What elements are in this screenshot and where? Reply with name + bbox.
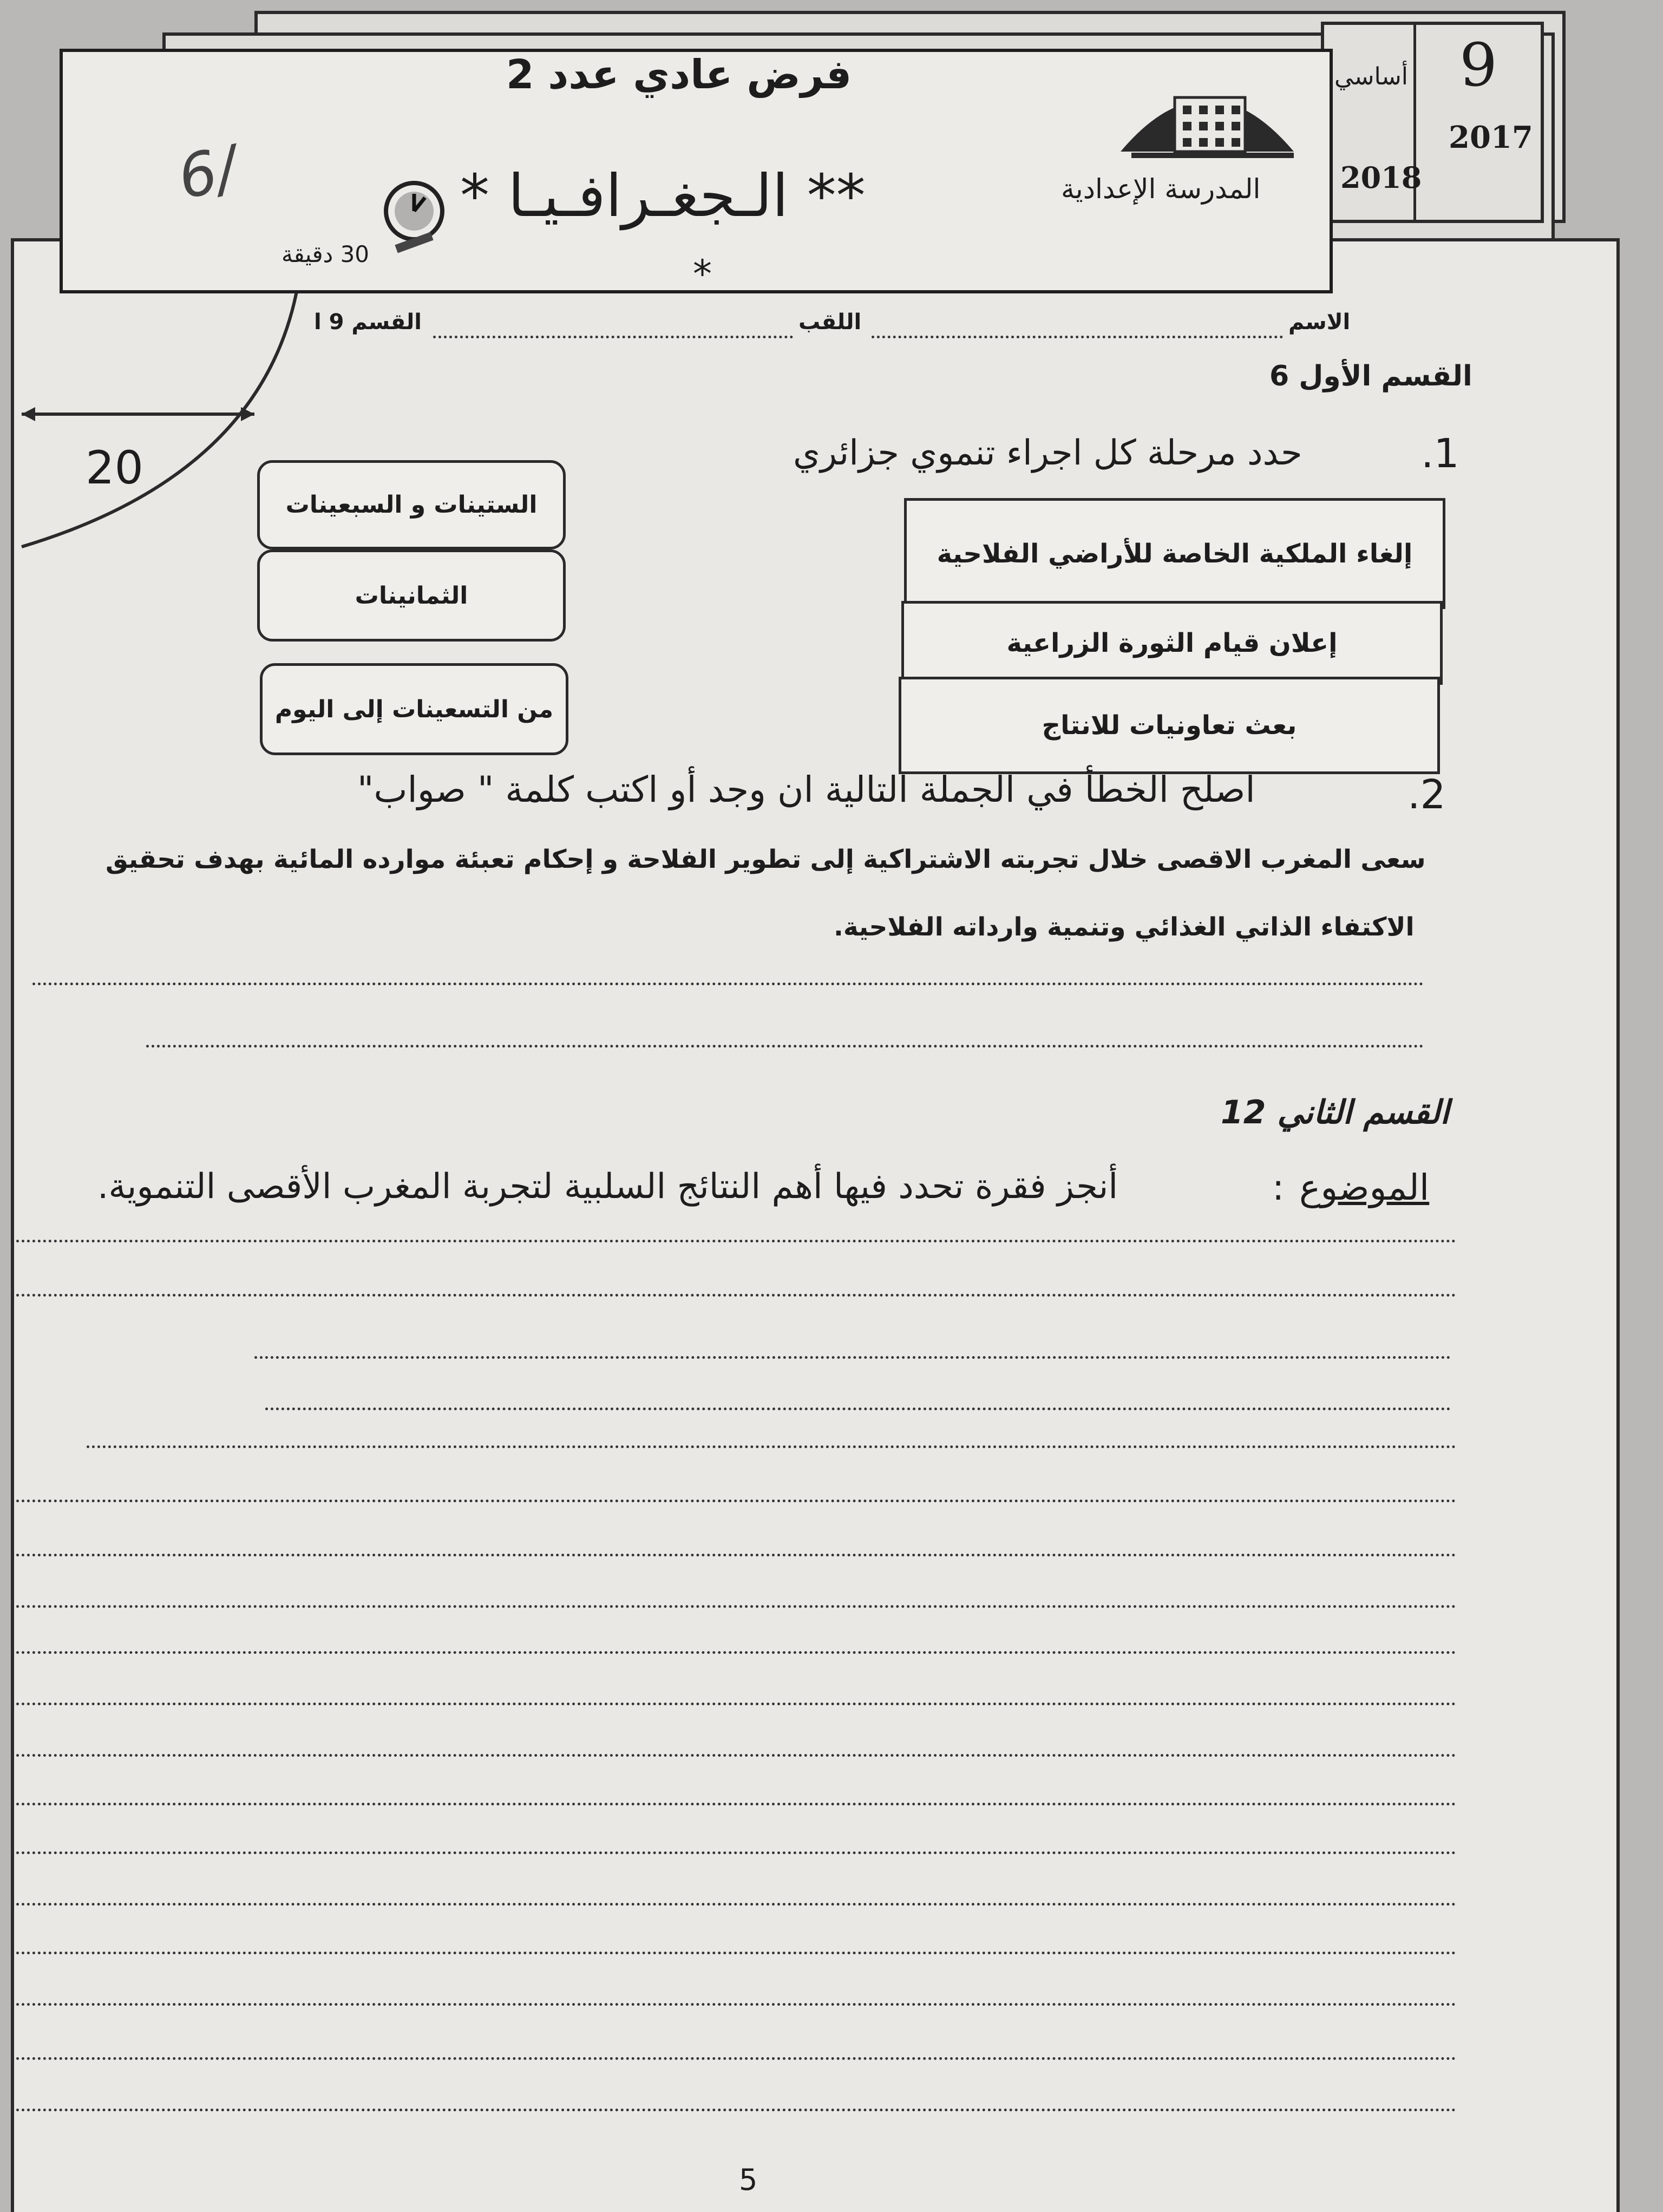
answer-line[interactable]	[16, 1903, 1456, 1906]
subject-star: *	[693, 252, 712, 296]
level-number: 9	[1459, 30, 1497, 100]
level-label: أساسي	[1334, 63, 1408, 90]
measure-box-2[interactable]	[901, 601, 1443, 685]
answer-line[interactable]	[16, 1554, 1456, 1556]
measure-box-3[interactable]	[899, 677, 1440, 774]
clock-icon	[374, 173, 455, 254]
subject-label: الموضوع	[1299, 1167, 1430, 1208]
subject-title: ** الـجغـرافـيـا *	[460, 162, 866, 230]
year-start: 2017	[1449, 120, 1533, 155]
part1-title: القسم الأول 6	[1269, 360, 1472, 392]
q2-number: .2	[1407, 771, 1446, 818]
answer-line[interactable]	[16, 1952, 1456, 1954]
answer-line[interactable]	[265, 1408, 1451, 1410]
period-3: من التسعينات إلى اليوم	[274, 695, 554, 723]
period-box-1[interactable]	[257, 460, 566, 549]
school-logo-icon	[1115, 60, 1299, 168]
answer-line[interactable]	[16, 2057, 1456, 2060]
exam-title: فرض عادي عدد 2	[506, 51, 852, 98]
q2-sentence-1: سعى المغرب الاقصى خلال تجربته الاشتراكية إلى تطوير الفلاحة و إحكام تعبئة موارده المائية بهدف تحقيق	[106, 845, 1426, 874]
surname-label: اللقب	[798, 310, 862, 335]
subject-text: أنجز فقرة تحدد فيها أهم النتائج السلبية لتجربة المغرب الأقصى التنموية.	[97, 1167, 1118, 1207]
page-number: 5	[739, 2163, 758, 2197]
section-label: القسم 9 ا	[314, 310, 422, 335]
q2-text: اصلح الخطأ في الجملة التالية ان وجد أو اكتب كلمة " صواب"	[357, 769, 1255, 810]
answer-line[interactable]	[254, 1356, 1451, 1359]
answer-line[interactable]	[87, 1445, 1456, 1448]
name-field[interactable]	[872, 336, 1283, 338]
answer-line[interactable]	[146, 1045, 1424, 1048]
answer-line[interactable]	[16, 1651, 1456, 1654]
answer-line[interactable]	[16, 1703, 1456, 1705]
period-2: الثمانينات	[355, 581, 468, 610]
total-score: 20	[86, 441, 143, 494]
q1-text: حدد مرحلة كل اجراء تنموي جزائري	[793, 433, 1302, 473]
period-box-3[interactable]	[260, 663, 568, 755]
answer-line[interactable]	[16, 1754, 1456, 1757]
answer-line[interactable]	[16, 1240, 1456, 1242]
level-panel	[1321, 22, 1544, 223]
answer-line[interactable]	[16, 2109, 1456, 2111]
q1-number: .1	[1421, 430, 1459, 477]
part2-title: القسم الثاني 12	[1221, 1094, 1450, 1131]
answer-line[interactable]	[16, 2003, 1456, 2006]
answer-line[interactable]	[16, 1851, 1456, 1854]
period-1: الستينات و السبعينات	[285, 491, 538, 519]
name-label: الاسم	[1288, 310, 1351, 335]
surname-field[interactable]	[433, 336, 793, 338]
duration: 30 دقيقة	[281, 241, 370, 267]
handwritten-score: 6/	[172, 133, 244, 213]
subject-colon: :	[1272, 1167, 1285, 1208]
answer-line[interactable]	[16, 1605, 1456, 1608]
measure-1: إلغاء الملكية الخاصة للأراضي الفلاحية	[937, 538, 1413, 569]
measure-2: إعلان قيام الثورة الزراعية	[1006, 627, 1338, 658]
period-box-2[interactable]	[257, 549, 566, 642]
measure-box-1[interactable]	[904, 498, 1445, 609]
q2-sentence-2: الاكتفاء الذاتي الغذائي وتنمية وارداته الفلاحية.	[834, 912, 1415, 942]
answer-line[interactable]	[16, 1803, 1456, 1805]
answer-line[interactable]	[16, 1500, 1456, 1502]
answer-line[interactable]	[16, 1294, 1456, 1297]
school-name: المدرسة الإعدادية	[1061, 173, 1261, 205]
year-end: 2018	[1340, 160, 1422, 195]
measure-3: بعث تعاونيات للانتاج	[1042, 710, 1297, 741]
answer-line[interactable]	[32, 983, 1424, 985]
